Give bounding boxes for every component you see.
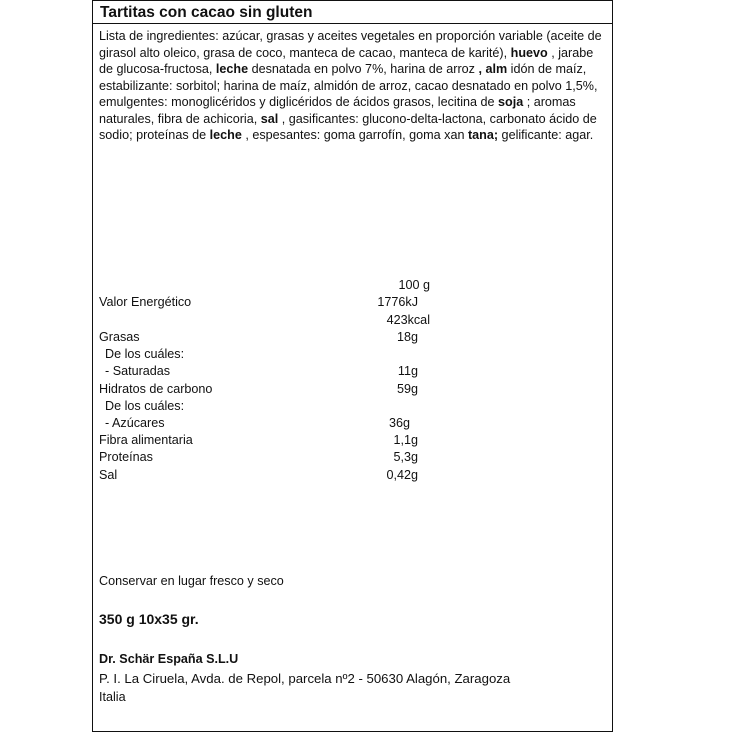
- nutrient-label: - Saturadas: [105, 364, 171, 378]
- nutrient-label: Proteínas: [99, 450, 153, 464]
- nutrition-row: [93, 346, 614, 362]
- ingredients-text: , espesantes: goma garrofín, goma xan: [241, 128, 468, 142]
- nutrition-row: [93, 363, 614, 379]
- ingredients-text: gelificante: agar.: [498, 128, 594, 142]
- allergen-highlight: , alm: [478, 62, 508, 76]
- company-name: Dr. Schär España S.L.U: [99, 652, 239, 666]
- nutrient-label: Grasas: [99, 330, 140, 344]
- product-label: [92, 0, 613, 732]
- nutrient-value: 5,3g: [393, 450, 418, 464]
- allergen-highlight: soja: [498, 95, 524, 109]
- allergen-highlight: tana;: [467, 128, 499, 142]
- nutrient-value: 11g: [397, 364, 418, 378]
- nutrient-label: Hidratos de carbono: [99, 382, 213, 396]
- product-title: Tartitas con cacao sin gluten: [100, 4, 313, 21]
- nutrition-row: [93, 449, 614, 465]
- ingredients-text: ; aromas naturales, fibra de achicoria,: [99, 95, 576, 126]
- allergen-highlight: sal: [260, 111, 279, 126]
- nutrition-header-row: [93, 277, 614, 293]
- ingredients-text: , gasificantes: glucono-delta-lactona, carbonato ácido de sodio; proteínas de: [99, 111, 597, 142]
- nutrition-row: [93, 329, 614, 345]
- nutrient-value: 1,1g: [393, 433, 418, 447]
- nutrient-value: 0,42g: [386, 468, 418, 482]
- ingredients-list: [99, 28, 604, 144]
- ingredients-text: , jarabe de glucosa-fructosa,: [99, 45, 594, 76]
- nutrition-row: [93, 312, 614, 328]
- nutrient-value: 423kcal: [386, 313, 430, 327]
- nutrition-row: [93, 294, 614, 310]
- company-address: P. I. La Ciruela, Avda. de Repol, parcela nº2 - 50630 Alagón, Zaragoza: [99, 671, 511, 686]
- net-weight: 350 g 10x35 gr.: [99, 611, 199, 627]
- nutrient-label: De los cuáles:: [105, 347, 185, 361]
- nutrient-label: Fibra alimentaria: [99, 433, 193, 447]
- nutrient-label: - Azúcares: [105, 416, 165, 430]
- storage-instructions: Conservar en lugar fresco y seco: [99, 574, 284, 588]
- ingredients-text: desnatada en polvo 7%, harina de arroz: [248, 62, 479, 76]
- nutrient-value: 59g: [396, 382, 418, 396]
- allergen-highlight: huevo: [510, 45, 548, 60]
- nutrition-row: [93, 432, 614, 448]
- nutrition-row: [93, 381, 614, 397]
- nutrition-row: [93, 467, 614, 483]
- nutrient-label: Valor Energético: [99, 295, 192, 309]
- nutrition-row: [93, 415, 614, 431]
- ingredients-text: idón de maíz, estabilizante: sorbitol; harina de maíz, almidón de arroz, cacao desnatado en polvo 1,5%, emulgentes: monoglicéridos y diglicéridos de ácidos grasos, lecitina de: [99, 62, 598, 109]
- nutrient-label: Sal: [99, 468, 118, 482]
- ingredients-text: Lista de ingredientes: azúcar, grasas y aceites vegetales en proporción variable (aceite de girasol alto oleico, grasa de coco, manteca de cacao, manteca de karité),: [99, 29, 602, 60]
- nutrition-header: 100 g: [398, 278, 430, 292]
- nutrient-value: 18g: [396, 330, 418, 344]
- title-divider: [93, 23, 612, 24]
- nutrient-value: 36g: [388, 416, 410, 430]
- nutrient-label: De los cuáles:: [105, 399, 185, 413]
- nutrient-value: 1776kJ: [377, 295, 418, 309]
- allergen-highlight: leche: [215, 62, 249, 76]
- allergen-highlight: leche: [209, 128, 242, 142]
- nutrition-row: [93, 398, 614, 414]
- company-country: Italia: [99, 690, 126, 704]
